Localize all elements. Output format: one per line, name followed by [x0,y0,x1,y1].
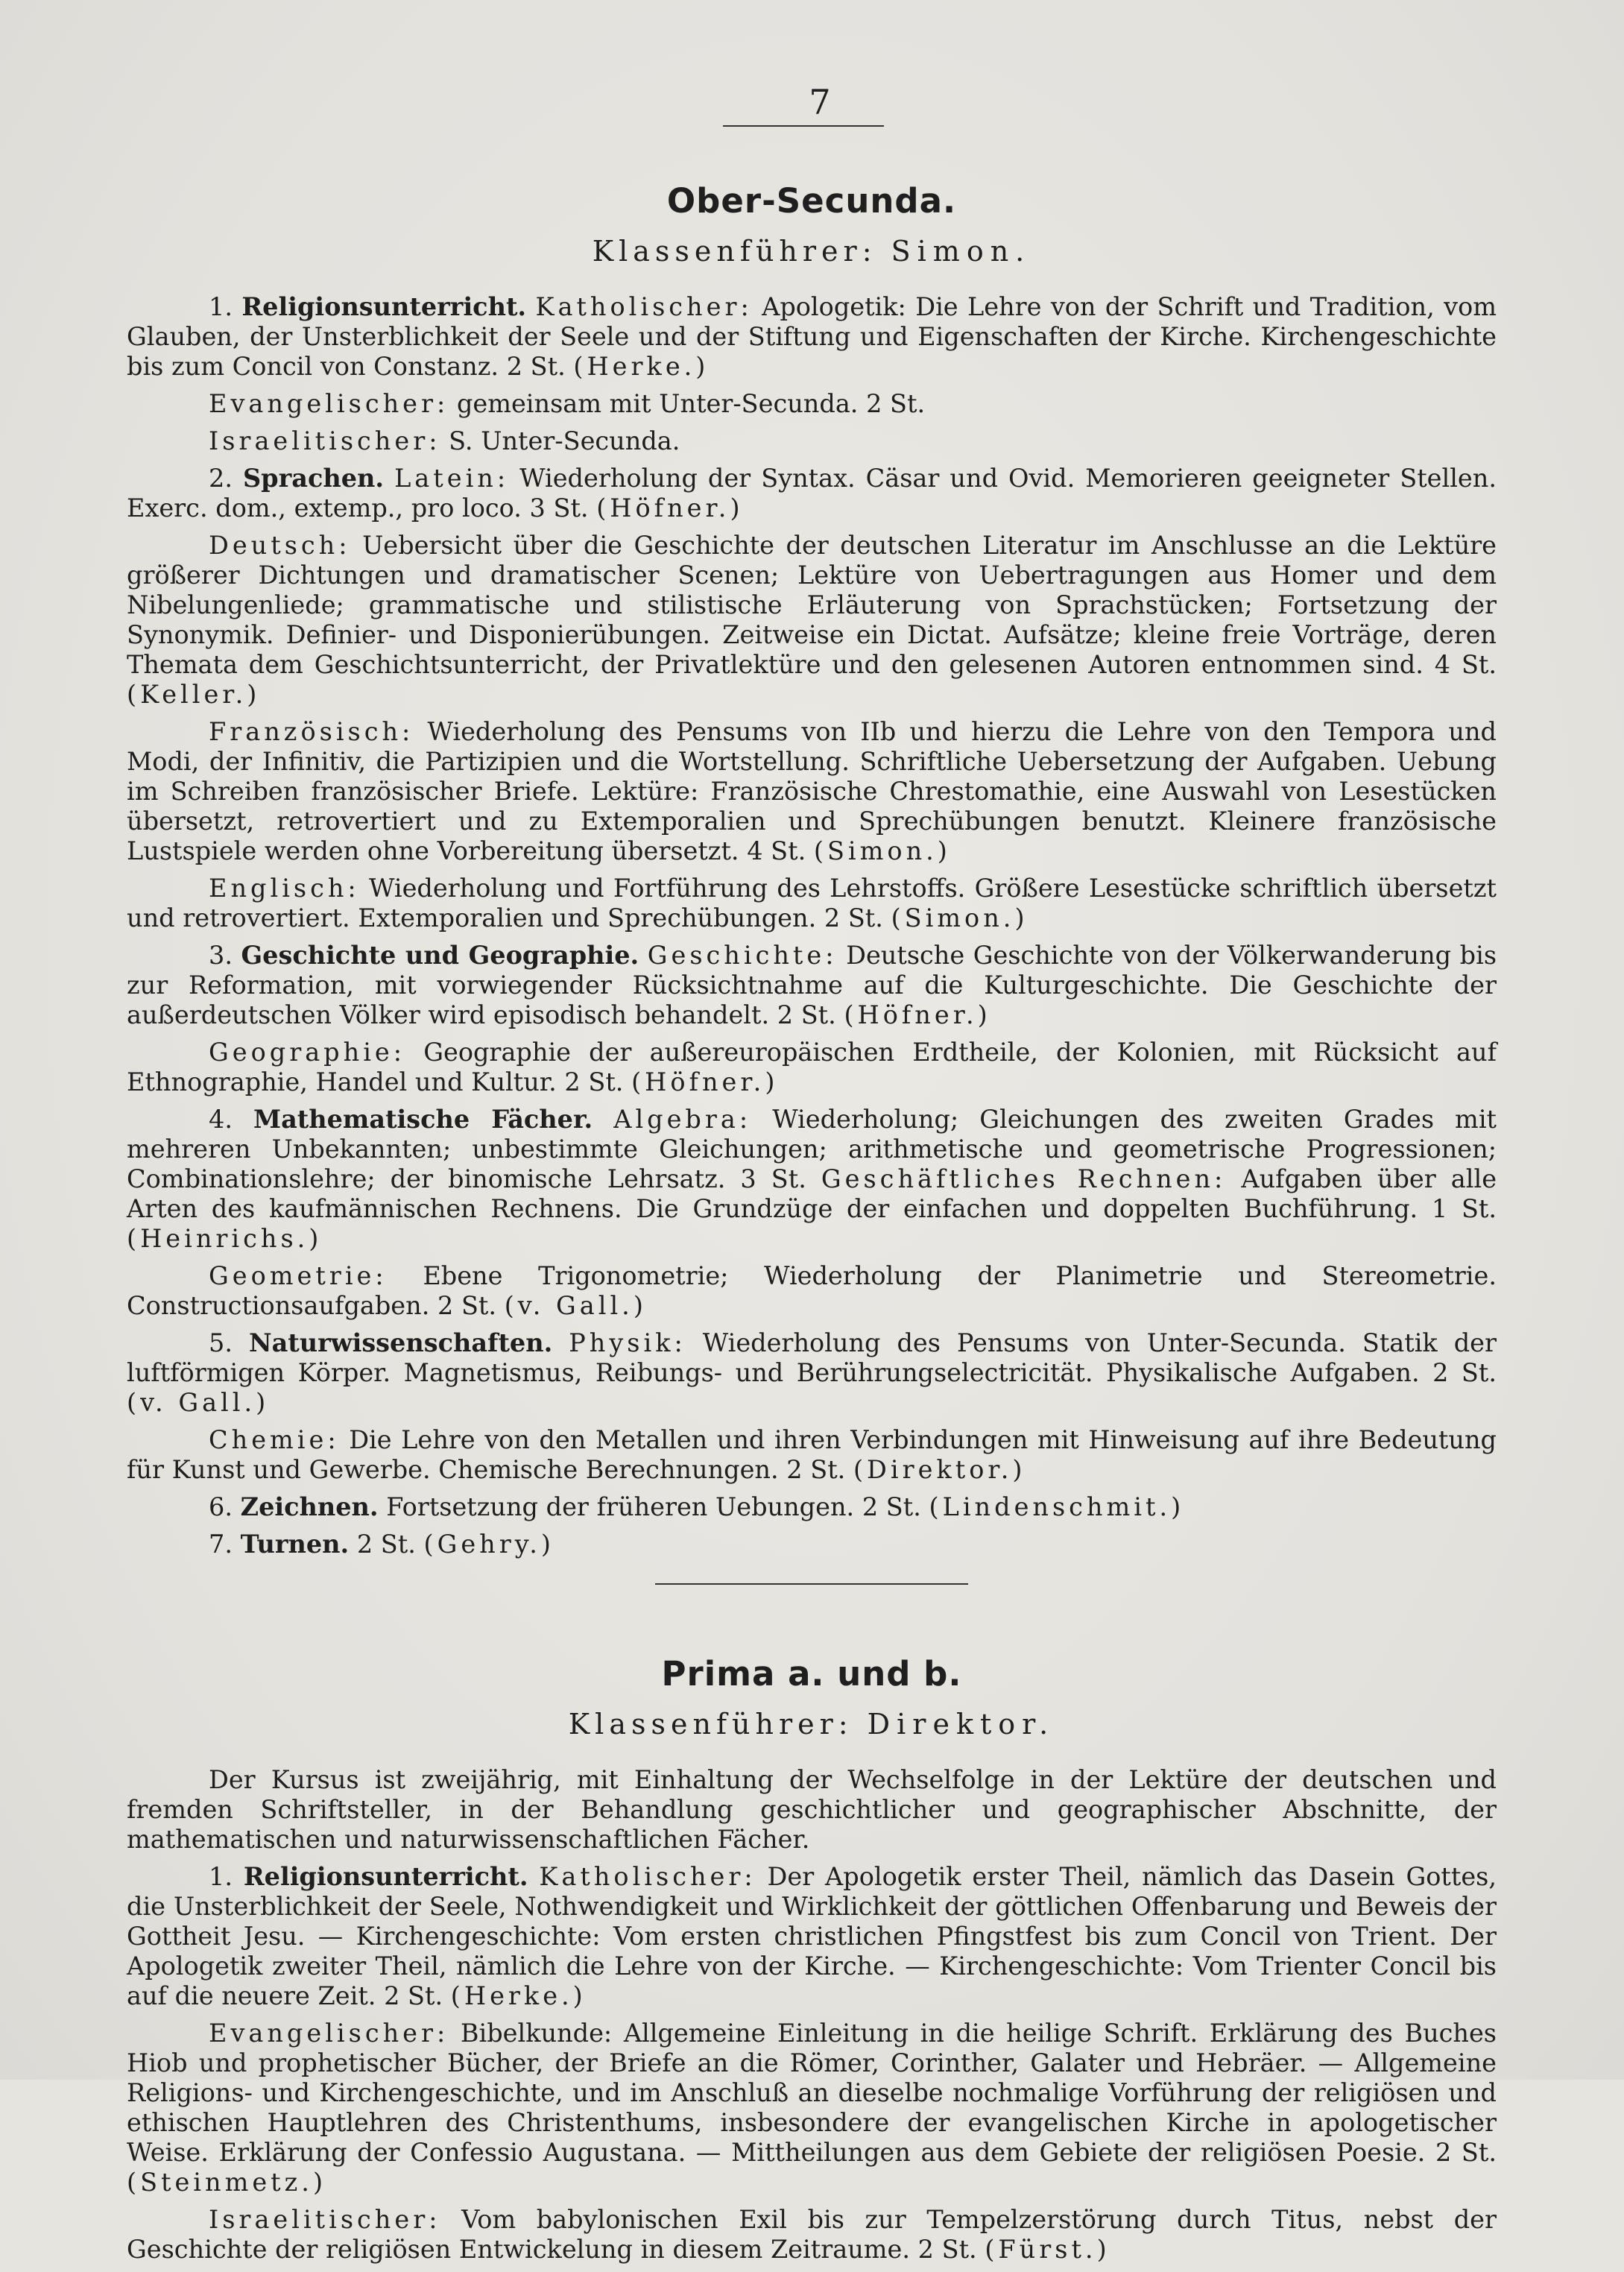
paragraph-prima-intro: Der Kursus ist zweijährig, mit Einhaltung der Wechselfolge in der Lektüre der deutschen und fremden Schriftsteller, in der Behandlung geschichtlicher und geographischer Abschnitte, der mathematischen und naturwissenschaftlichen Fächer. [127,1765,1497,1854]
paragraph-prima-religion-katholisch: 1. Religionsunterricht. Katholischer: Der Apologetik erster Theil, nämlich das Dasein Gottes, die Unsterblichkeit der Seele, Nothwendigkeit und Wirklichkeit der göttlichen Offenbarung und Beweis der Gottheit Jesu. — Kirchengeschichte: Vom ersten christlichen Pfingstfest bis zum Concil von Trient. Der Apologetik zweiter Theil, nämlich die Lehre von der Kirche. — Kirchengeschichte: Vom Trienter Concil bis auf die neuere Zeit. 2 St. (Herke.) [127,1862,1497,2010]
paragraph-geographie: Geographie: Geographie der außereuropäischen Erdtheile, der Kolonien, mit Rücksicht auf Ethnographie, Handel und Kultur. 2 St. (Höfner.) [127,1038,1497,1096]
paragraph-zeichnen: 6. Zeichnen. Fortsetzung der früheren Uebungen. 2 St. (Lindenschmit.) [209,1492,1185,1521]
paragraph-franzoesisch: Französisch: Wiederholung des Pensums von IIb und hierzu die Lehre von den Tempora und Modi, der Infinitiv, die Partizipien und die Wortstellung. Schriftliche Uebersetzung der Aufgaben. Uebung im Schreiben französischer Briefe. Lektüre: Französische Chrestomathie, eine Auswahl von Lesestücken übersetzt, retrovertiert und zu Extemporalien und Sprechübungen benutzt. Kleinere französische Lustspiele werden ohne Vorbereitung übersetzt. 4 St. (Simon.) [127,717,1497,865]
section-divider [655,1583,968,1585]
paragraph-deutsch: Deutsch: Uebersicht über die Geschichte der deutschen Literatur im Anschlusse an die Lektüre größerer Dichtungen und dramatischer Scenen; Lektüre von Uebertragungen aus Homer und dem Nibelungenliede; grammatische und stilistische Erläuterung von Sprachstücken; Fortsetzung der Synonymik. Definier- und Disponierübungen. Zeitweise ein Dictat. Aufsätze; kleine freie Vorträge, deren Themata dem Geschichtsunterricht, der Privatlektüre und den gelesenen Autoren entnommen sind. 4 St. (Keller.) [127,531,1497,709]
class-leader-name: Simon. [891,235,1031,268]
paragraph-chemie: Chemie: Die Lehre von den Metallen und ihren Verbindungen mit Hinweisung auf ihre Bedeutung für Kunst und Gewerbe. Chemische Berechnungen. 2 St. (Direktor.) [127,1425,1497,1484]
paragraph-prima-religion-israelitisch: Israelitischer: Vom babylonischen Exil bis zur Tempelzerstörung durch Titus, nebst der Geschichte der religiösen Entwickelung in diesem Zeitraume. 2 St. (Fürst.) [127,2205,1497,2264]
paragraph-physik: 5. Naturwissenschaften. Physik: Wiederholung des Pensums von Unter-Secunda. Statik der luftförmigen Körper. Magnetismus, Reibungs- und Berührungselectricität. Physikalische Aufgaben. 2 St. (v. Gall.) [127,1328,1497,1417]
paragraph-mathematik: 4. Mathematische Fächer. Algebra: Wiederholung; Gleichungen des zweiten Grades mit mehreren Unbekannten; unbestimmte Gleichungen; arithmetische und geometrische Progressionen; Combinationslehre; der binomische Lehrsatz. 3 St. Geschäftliches Rechnen: Aufgaben über alle Arten des kaufmännischen Rechnens. Die Grundzüge der einfachen und doppelten Buchführung. 1 St. (Heinrichs.) [127,1105,1497,1253]
class-leader-name: Direktor. [867,1708,1055,1741]
section-title-prima: Prima a. und b. [661,1654,962,1694]
class-leader-label: Klassenführer: [568,1708,853,1741]
paragraph-religion-evangelisch: Evangelischer: gemeinsam mit Unter-Secunda. 2 St. [209,389,926,418]
paragraph-latein: 2. Sprachen. Latein: Wiederholung der Syntax. Cäsar und Ovid. Memorieren geeigneter Stellen. Exerc. dom., extemp., pro loco. 3 St. (Höfner.) [127,464,1497,523]
class-leader-prima [127,1705,1497,1743]
paragraph-englisch: Englisch: Wiederholung und Fortführung des Lehrstoffs. Größere Lesestücke schriftlich übersetzt und retrovertiert. Extemporalien und Sprechübungen. 2 St. (Simon.) [127,874,1497,933]
paragraph-religion-katholisch: 1. Religionsunterricht. Katholischer: Apologetik: Die Lehre von der Schrift und Tradition, vom Glauben, der Unsterblichkeit der Seele und der Stiftung und Eigenschaften der Kirche. Kirchengeschichte bis zum Concil von Constanz. 2 St. (Herke.) [127,292,1497,381]
paragraph-geometrie: Geometrie: Ebene Trigonometrie; Wiederholung der Planimetrie und Stereometrie. Constructionsaufgaben. 2 St. (v. Gall.) [127,1261,1497,1320]
subject-label: Katholischer: [535,292,753,321]
paragraph-turnen: 7. Turnen. 2 St. (Gehry.) [209,1530,555,1559]
page-content [127,179,1497,2272]
page-number: 7 [809,82,831,122]
class-leader-label: Klassenführer: [592,235,877,268]
paragraph-religion-israelitisch: Israelitischer: S. Unter-Secunda. [209,426,680,455]
subject-heading: Religionsunterricht. [241,292,527,321]
paragraph-geschichte: 3. Geschichte und Geographie. Geschichte: Deutsche Geschichte von der Völkerwanderung bis zur Reformation, mit vorwiegender Rücksichtnahme auf die Kulturgeschichte. Die Geschichte der außerdeutschen Völker wird episodisch behandelt. 2 St. (Höfner.) [127,941,1497,1029]
class-leader-ober-secunda [127,233,1497,270]
section-title-ober-secunda: Ober-Secunda. [666,181,957,221]
page-number-rule [723,125,884,127]
paragraph-prima-religion-evangelisch: Evangelischer: Bibelkunde: Allgemeine Einleitung in die heilige Schrift. Erklärung des Buches Hiob und prophetischer Bücher, der Briefe an die Römer, Corinther, Galater und Hebräer. — Allgemeine Religions- und Kirchengeschichte, und im Anschluß an dieselbe nochmalige Vorführung der religiösen und ethischen Hauptlehren des Christenthums, insbesondere der evangelischen Kirche in apologetischer Weise. Erklärung der Confessio Augustana. — Mittheilungen aus dem Gebiete der religiösen Poesie. 2 St. (Steinmetz.) [127,2019,1497,2197]
teacher-name: (Herke.) [573,352,710,381]
